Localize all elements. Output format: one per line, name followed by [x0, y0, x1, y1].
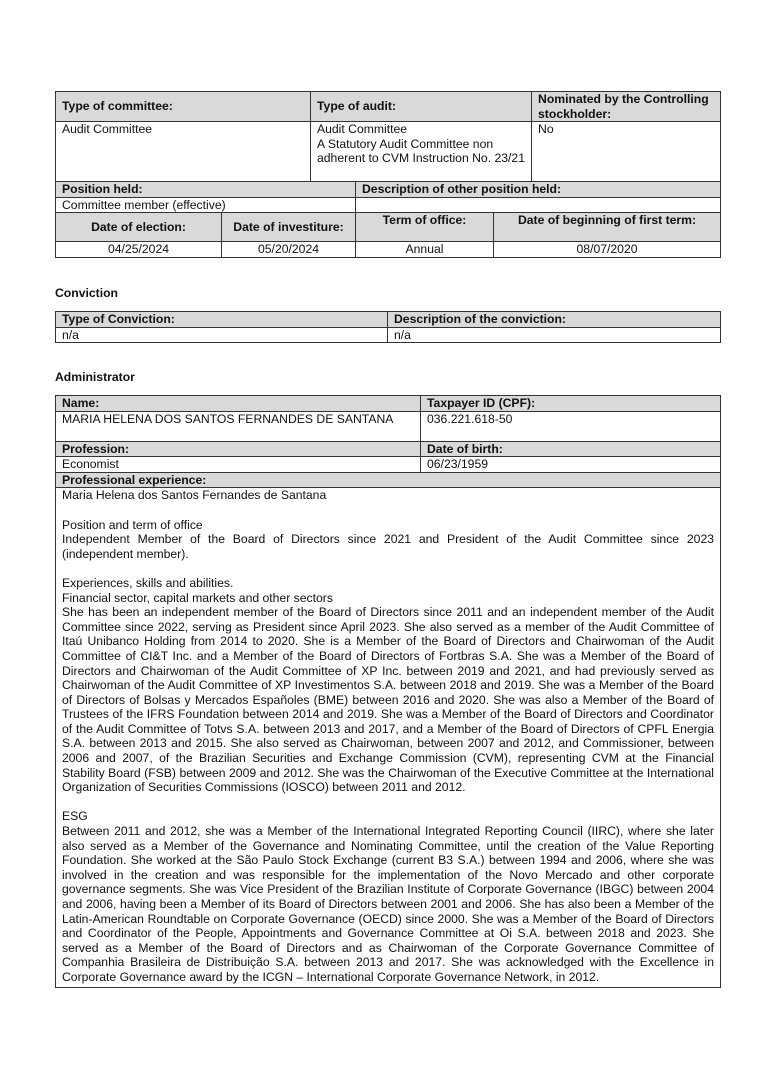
nominated-label: Nominated by the Controlling stockholder:	[532, 92, 721, 122]
type-of-committee-label: Type of committee:	[56, 92, 311, 122]
date-of-birth-value: 06/23/1959	[421, 457, 721, 473]
professional-experience-label: Professional experience:	[56, 472, 721, 488]
date-of-election-label: Date of election:	[56, 213, 222, 242]
date-of-election-value: 04/25/2024	[56, 242, 222, 258]
other-position-label: Description of other position held:	[356, 182, 721, 198]
position-text: Independent Member of the Board of Directors since 2021 and President of the Audit Committee since 2023 (independent member).	[62, 532, 714, 561]
conviction-description-value: n/a	[388, 327, 721, 343]
administrator-table	[55, 395, 721, 988]
position-held-value: Committee member (effective)	[56, 197, 356, 213]
esg-text: Between 2011 and 2012, she was a Member of the International Integrated Reporting Council (IIRC), where she later also served as a Member of the Governance and Nominating Committee, until the creation of the Value Reporting Foundation. She worked at the São Paulo Stock Exchange (current B3 S.A.) between 1994 and 2006, where she was involved in the creation and was responsible for the implementation of the Novo Mercado and other corporate governance segments. She was Vice President of the Brazilian Institute of Corporate Governance (IBGC) between 2004 and 2006, having been a Member of its Board of Directors between 2001 and 2006. She has also been a Member of the Latin-American Roundtable on Corporate Governance (OECD) since 2000. She was a Member of the Board of Directors and Coordinator of the People, Appointments and Governance Committee at Oi S.A. between 2018 and 2023. She served as a Member of the Board of Directors and as Chairwoman of the Corporate Governance Committee of Companhia Brasileira de Distribuição S.A. between 2013 and 2017. She was acknowledged with the Excellence in Corporate Governance award by the ICGN – International Corporate Governance Network, in 2012.	[62, 824, 714, 984]
conviction-description-label: Description of the conviction:	[388, 312, 721, 328]
type-of-audit-value: Audit Committee A Statutory Audit Committee non adherent to CVM Instruction No. 23/21	[311, 122, 532, 182]
position-heading: Position and term of office	[62, 517, 203, 532]
name-value: MARIA HELENA DOS SANTOS FERNANDES DE SANTANA	[56, 411, 421, 441]
type-of-conviction-label: Type of Conviction:	[56, 312, 388, 328]
date-beginning-label: Date of beginning of first term:	[494, 213, 721, 242]
esg-heading: ESG	[62, 809, 88, 824]
term-of-office-value: Annual	[356, 242, 494, 258]
professional-experience-body	[56, 488, 721, 987]
skills-text: She has been an independent member of the Board of Directors since 2011 and an independent member of the Audit Committee since 2022, serving as President since April 2023. She also served as a member of the Audit Committee of Itaú Unibanco Holding from 2014 to 2020. She is a Member of the Board of Directors and Chairwoman of the Audit Committee of CI&T Inc. and a Member of the Board of Directors of Fortbras S.A. She was a Member of the Board of Directors and Chairwoman of the Audit Committee of XP Inc. between 2019 and 2021, and had previously served as Chairwoman of the Audit Committee of XP Investimentos S.A. between 2018 and 2019. She was a Member of the Board of Directors of Bolsas y Mercados Españoles (BME) between 2016 and 2020. She was also a Member of the Board of Trustees of the IFRS Foundation between 2014 and 2019. She was a Member of the Board of Directors and Coordinator of the Audit Committee of Totvs S.A. between 2013 and 2017, and a Member of the Board of Directors of CPFL Energia S.A. between 2013 and 2015. She also served as Chairwoman, between 2007 and 2012, and Commissioner, between 2006 and 2007, of the Brazilian Securities and Exchange Commission (CVM), representing CVM at the Financial Stability Board (FSB) between 2009 and 2012. She was the Chairwoman of the Executive Committee at the International Organization of Securities Commissions (IOSCO) between 2011 and 2012.	[62, 605, 714, 795]
name-label: Name:	[56, 396, 421, 412]
committee-table	[55, 91, 721, 258]
administrator-title: Administrator	[55, 370, 135, 384]
type-of-conviction-value: n/a	[56, 327, 388, 343]
conviction-table	[55, 311, 721, 343]
date-beginning-value: 08/07/2020	[494, 242, 721, 258]
cpf-value: 036.221.618-50	[421, 411, 721, 441]
type-of-audit-label: Type of audit:	[311, 92, 532, 122]
term-of-office-label: Term of office:	[356, 213, 494, 242]
type-of-committee-value: Audit Committee	[56, 122, 311, 182]
conviction-title: Conviction	[55, 286, 118, 300]
date-of-investiture-label: Date of investiture:	[222, 213, 356, 242]
date-of-investiture-value: 05/20/2024	[222, 242, 356, 258]
other-position-value	[356, 197, 721, 213]
nominated-value: No	[532, 122, 721, 182]
profession-value: Economist	[56, 457, 421, 473]
cpf-label: Taxpayer ID (CPF):	[421, 396, 721, 412]
position-held-label: Position held:	[56, 182, 356, 198]
experience-name: Maria Helena dos Santos Fernandes de Santana	[62, 488, 327, 503]
date-of-birth-label: Date of birth:	[421, 441, 721, 457]
profession-label: Profession:	[56, 441, 421, 457]
skills-heading: Experiences, skills and abilities.	[62, 575, 234, 590]
skills-subheading: Financial sector, capital markets and other sectors	[62, 590, 333, 605]
